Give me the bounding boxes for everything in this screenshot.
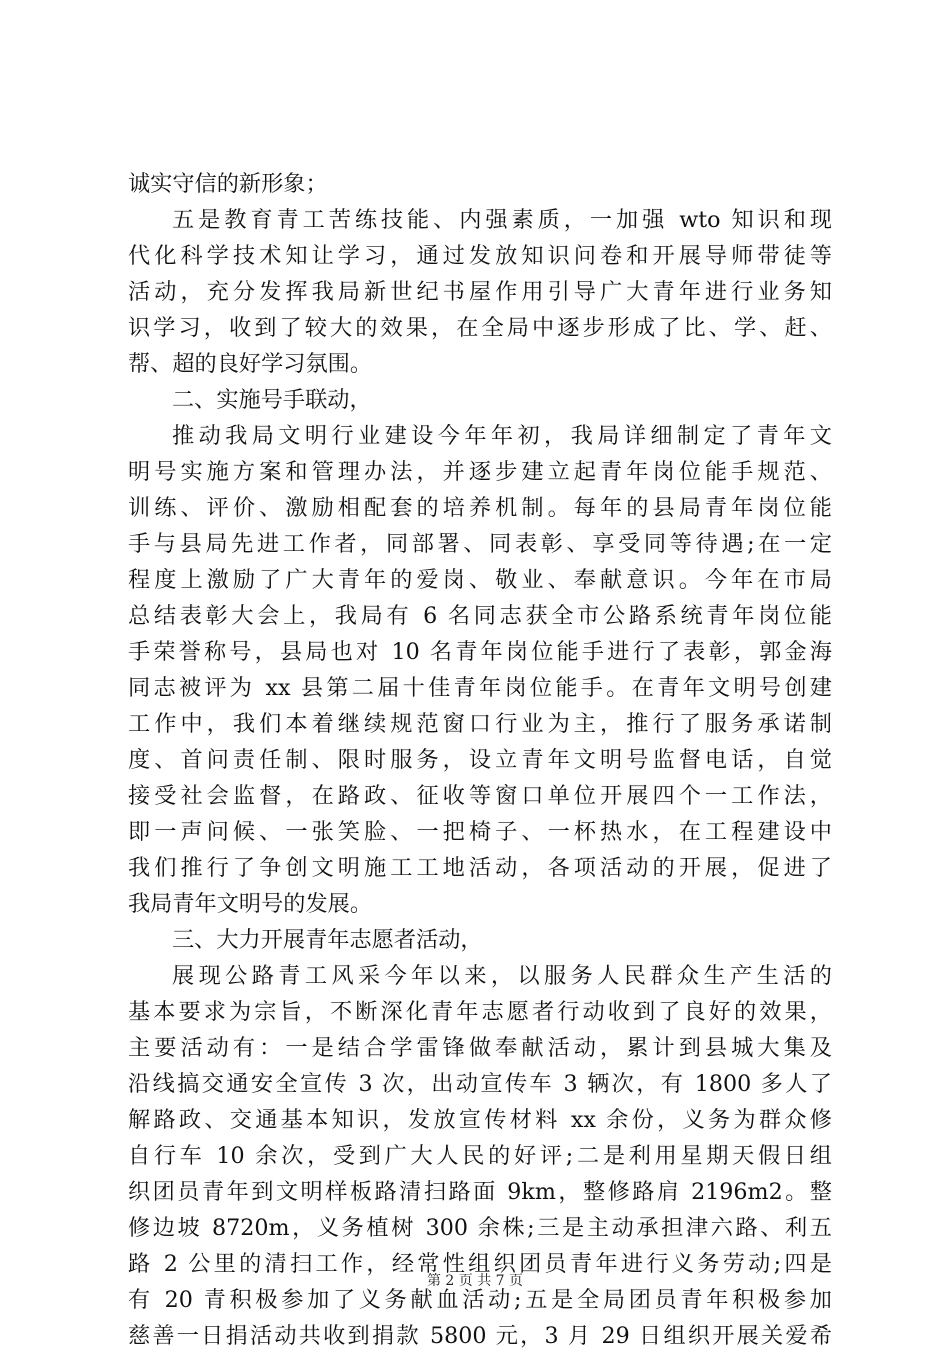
text-line: 我们推行了争创文明施工工地活动，各项活动的开展，促进了 <box>128 855 832 881</box>
text-line: 沿线搞交通安全宣传 3 次，出动宣传车 3 辆次，有 1800 多人了 <box>128 1071 832 1097</box>
text-line: 接受社会监督，在路政、征收等窗口单位开展四个一工作法， <box>128 783 832 809</box>
text-line: 路 2 公里的清扫工作，经常性组织团员青年进行义务劳动;四是 <box>128 1251 832 1277</box>
text-line: 推动我局文明行业建设今年年初，我局详细制定了青年文 <box>172 423 832 449</box>
text-line: 五是教育青工苦练技能、内强素质，一加强 wto 知识和现 <box>172 207 832 233</box>
text-line: 自行车 10 余次，受到广大人民的好评;二是利用星期天假日组 <box>128 1143 832 1169</box>
text-line: 二、实施号手联动， <box>172 387 372 413</box>
text-line: 明号实施方案和管理办法，并逐步建立起青年岗位能手规范、 <box>128 459 832 485</box>
body-text <box>128 166 832 1354</box>
text-line: 程度上激励了广大青年的爱岗、敬业、奉献意识。今年在市局 <box>128 567 832 593</box>
text-line: 手荣誉称号，县局也对 10 名青年岗位能手进行了表彰，郭金海 <box>128 639 832 665</box>
text-line: 诚实守信的新形象； <box>128 171 328 197</box>
text-line: 代化科学技术知让学习，通过发放知识问卷和开展导师带徒等 <box>128 243 832 269</box>
text-line: 慈善一日捐活动共收到捐款 5800 元，3 月 29 日组织开展关爱希 <box>128 1323 832 1349</box>
text-line: 帮、超的良好学习氛围。 <box>128 351 373 377</box>
text-line: 织团员青年到文明样板路清扫路面 9km，整修路肩 2196m2。整 <box>128 1179 832 1205</box>
text-line: 活动，充分发挥我局新世纪书屋作用引导广大青年进行业务知 <box>128 279 832 305</box>
text-line: 展现公路青工风采今年以来，以服务人民群众生产生活的 <box>172 963 832 989</box>
page-footer: 第 2 页 共 7 页 <box>426 1273 524 1289</box>
text-line: 解路政、交通基本知识，发放宣传材料 xx 余份，义务为群众修 <box>128 1107 832 1133</box>
text-line: 识学习，收到了较大的效果，在全局中逐步形成了比、学、赶、 <box>128 315 832 341</box>
text-line: 主要活动有：一是结合学雷锋做奉献活动，累计到县城大集及 <box>128 1035 832 1061</box>
text-line: 有 20 青积极参加了义务献血活动;五是全局团员青年积极参加 <box>128 1287 832 1313</box>
text-line: 度、首问责任制、限时服务，设立青年文明号监督电话，自觉 <box>128 747 832 773</box>
text-line: 基本要求为宗旨，不断深化青年志愿者行动收到了良好的效果， <box>128 999 832 1025</box>
text-line: 修边坡 8720m，义务植树 300 余株;三是主动承担津六路、利五 <box>128 1215 832 1241</box>
text-line: 三、大力开展青年志愿者活动， <box>172 927 483 953</box>
text-line: 即一声问候、一张笑脸、一把椅子、一杯热水，在工程建设中 <box>128 819 832 845</box>
text-line: 训练、评价、激励相配套的培养机制。每年的县局青年岗位能 <box>128 495 832 521</box>
text-line: 手与县局先进工作者，同部署、同表彰、享受同等待遇;在一定 <box>128 531 832 557</box>
text-line: 同志被评为 xx 县第二届十佳青年岗位能手。在青年文明号创建 <box>128 675 832 701</box>
text-line: 工作中，我们本着继续规范窗口行业为主，推行了服务承诺制 <box>128 711 832 737</box>
text-line: 总结表彰大会上，我局有 6 名同志获全市公路系统青年岗位能 <box>128 603 832 629</box>
text-line: 我局青年文明号的发展。 <box>128 891 373 917</box>
